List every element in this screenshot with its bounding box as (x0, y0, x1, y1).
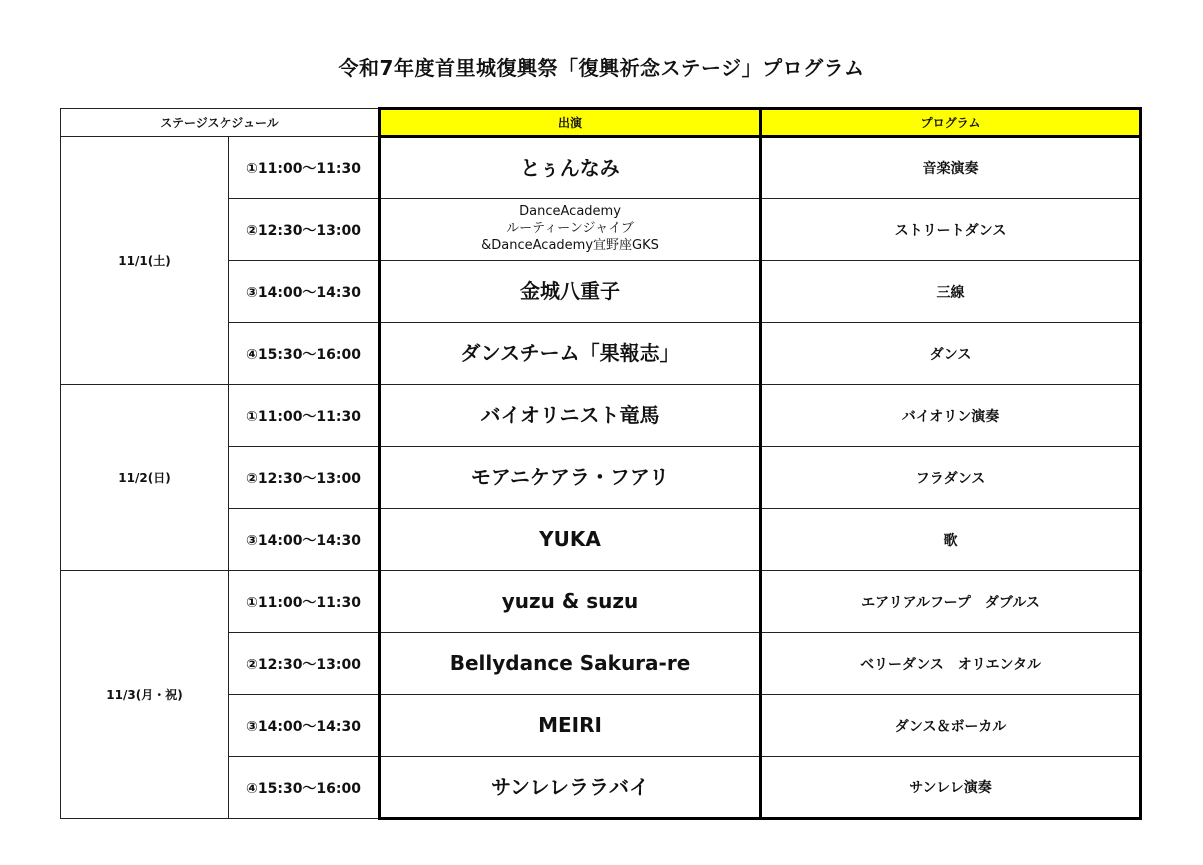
table-row (61, 385, 1141, 447)
performer-cell (380, 137, 761, 199)
performer-name: サンレレララバイ (491, 774, 650, 799)
time-cell: ①11:00～11:30 (229, 137, 380, 199)
page-title: 令和7年度首里城復興祭「復興祈念ステージ」プログラム (338, 56, 865, 80)
performer-name: DanceAcademy (519, 204, 621, 220)
date-cell: 11/1(土) (61, 137, 229, 385)
time-cell: ③14:00～14:30 (229, 509, 380, 571)
performer-cell (380, 633, 761, 695)
time-cell: ③14:00～14:30 (229, 695, 380, 757)
performer-name: YUKA (539, 527, 601, 551)
program-cell: ダンス＆ボーカル (761, 695, 1141, 757)
program-cell: ストリートダンス (761, 199, 1141, 261)
performer-cell (380, 323, 761, 385)
program-cell: フラダンス (761, 447, 1141, 509)
performer-cell (380, 757, 761, 819)
time-cell: ①11:00～11:30 (229, 385, 380, 447)
schedule-table (60, 107, 1142, 820)
table-header-row (61, 109, 1141, 137)
performer-cell (380, 447, 761, 509)
time-cell: ①11:00～11:30 (229, 571, 380, 633)
performer-name: yuzu & suzu (501, 589, 639, 613)
performer-name: モアニケアラ・フアリ (470, 465, 670, 489)
time-cell: ④15:30～16:00 (229, 323, 380, 385)
performer-name: 金城八重子 (520, 279, 621, 303)
performer-name: &DanceAcademy宜野座GKS (481, 237, 659, 253)
performer-cell (380, 571, 761, 633)
performer-cell (380, 695, 761, 757)
performer-name: ダンスチーム「果報志」 (460, 341, 680, 365)
performer-name: ルーティーンジャイブ (506, 221, 634, 237)
table-row (61, 137, 1141, 199)
performer-name: とぅんなみ (520, 155, 620, 180)
time-cell: ②12:30～13:00 (229, 199, 380, 261)
performer-name: MEIRI (538, 713, 602, 737)
time-cell: ④15:30～16:00 (229, 757, 380, 819)
performer-name: バイオリニスト竜馬 (480, 403, 660, 427)
time-cell: ③14:00～14:30 (229, 261, 380, 323)
time-cell: ②12:30～13:00 (229, 633, 380, 695)
performer-header: 出演 (380, 109, 761, 137)
program-cell: 三線 (761, 261, 1141, 323)
program-cell: バイオリン演奏 (761, 385, 1141, 447)
program-header: プログラム (761, 109, 1141, 137)
performer-name: Bellydance Sakura-re (449, 651, 691, 675)
performer-cell (380, 261, 761, 323)
schedule-header: ステージスケジュール (61, 109, 380, 137)
performer-cell (380, 385, 761, 447)
program-cell: 音楽演奏 (761, 137, 1141, 199)
program-cell: 歌 (761, 509, 1141, 571)
time-cell: ②12:30～13:00 (229, 447, 380, 509)
performer-cell (380, 509, 761, 571)
program-cell: エアリアルフープ ダブルス (761, 571, 1141, 633)
date-cell: 11/3(月・祝) (61, 571, 229, 819)
program-cell: ベリーダンス オリエンタル (761, 633, 1141, 695)
program-cell: サンレレ演奏 (761, 757, 1141, 819)
date-cell: 11/2(日) (61, 385, 229, 571)
schedule-body (61, 137, 1141, 819)
table-row (61, 571, 1141, 633)
performer-cell (380, 199, 761, 261)
program-cell: ダンス (761, 323, 1141, 385)
